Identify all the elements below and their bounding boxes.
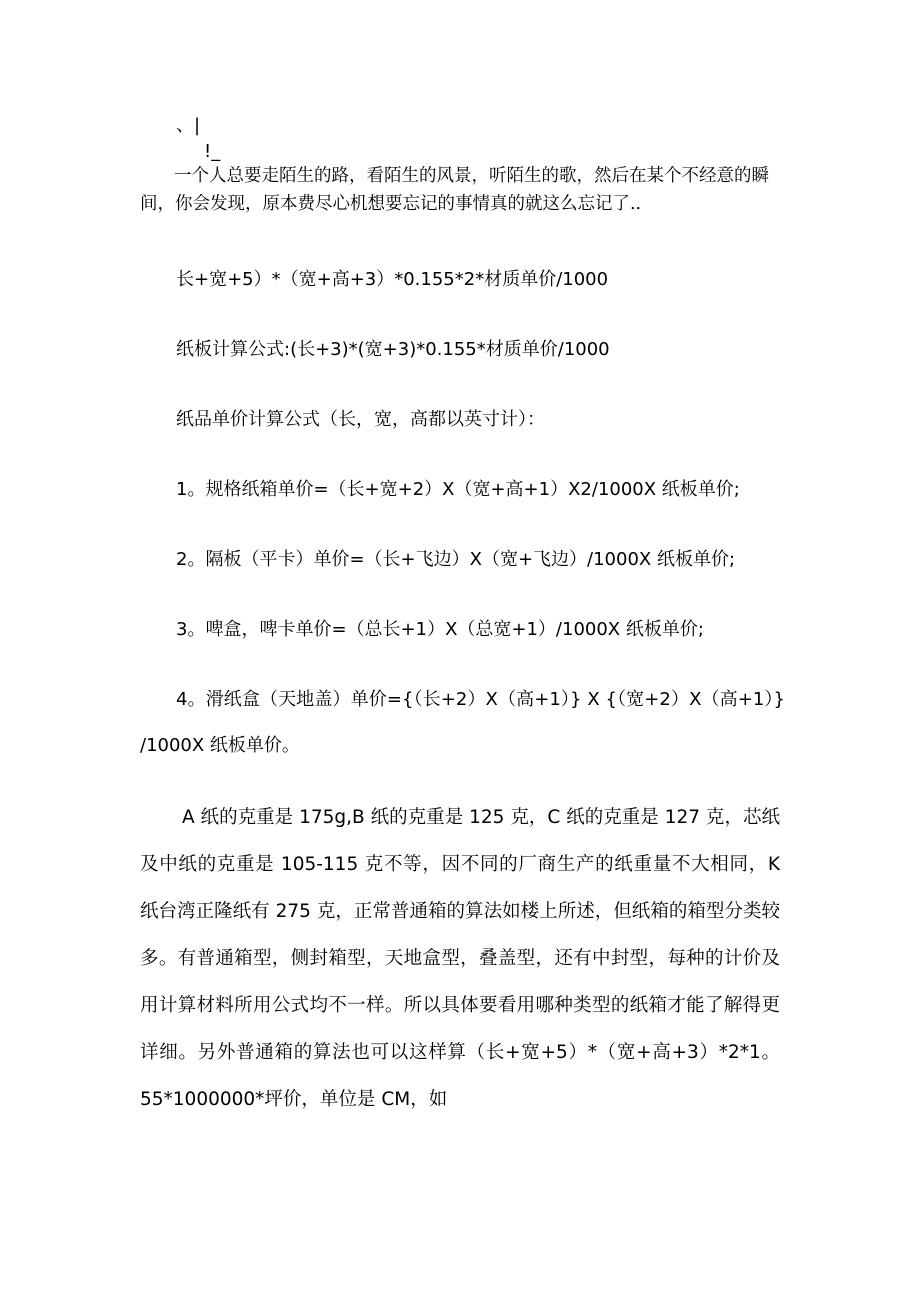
formula-item-4: 4。滑纸盒（天地盖）单价={（长+2）X（高+1）} X {（宽+2）X（高+1）} /1000X 纸板单价。 xyxy=(140,689,785,756)
carton-formula: 长+宽+5）*（宽+高+3）*0.155*2*材质单价/1000 xyxy=(176,269,609,290)
header-mark-1: 、| xyxy=(176,115,201,136)
intro-paragraph: 一个人总要走陌生的路，看陌生的风景，听陌生的歌，然后在某个不经意的瞬间，你会发现，原本费尽心机想要忘记的事情真的就这么忘记了.. xyxy=(140,166,769,214)
board-formula: 纸板计算公式:(长+3)*(宽+3)*0.155*材质单价/1000 xyxy=(176,339,610,360)
unit-price-title: 纸品单价计算公式（长，宽，高都以英寸计）： xyxy=(176,409,545,430)
formula-item-3: 3。啤盒，啤卡单价=（总长+1）X（总宽+1）/1000X 纸板单价; xyxy=(176,619,704,640)
paper-weight-paragraph: A 纸的克重是 175g,B 纸的克重是 125 克，C 纸的克重是 127 克，芯纸及中纸的克重是 105-115 克不等，因不同的厂商生产的纸重量不大相同，K 纸台湾正隆纸有 275 克，正常普通箱的算法如楼上所述，但纸箱的箱型分类较多。有普通箱型，侧封箱型，天地盒型，叠盖型，还有中封型，每种的计价及用计算材料所用公式均不一样。所以具体要看用哪种类型的纸箱才能了解得更详细。另外普通箱的算法也可以这样算（长+宽+5）*（宽+高+3）*2*1。55*1000000*坪价，单位是 CM，如 xyxy=(140,807,780,1110)
header-mark-2: !_ xyxy=(204,141,221,162)
formula-item-1: 1。规格纸箱单价=（长+宽+2）X（宽+高+1）X2/1000X 纸板单价; xyxy=(176,479,740,500)
formula-item-2: 2。隔板（平卡）单价=（长+飞边）X（宽+飞边）/1000X 纸板单价; xyxy=(176,549,736,570)
